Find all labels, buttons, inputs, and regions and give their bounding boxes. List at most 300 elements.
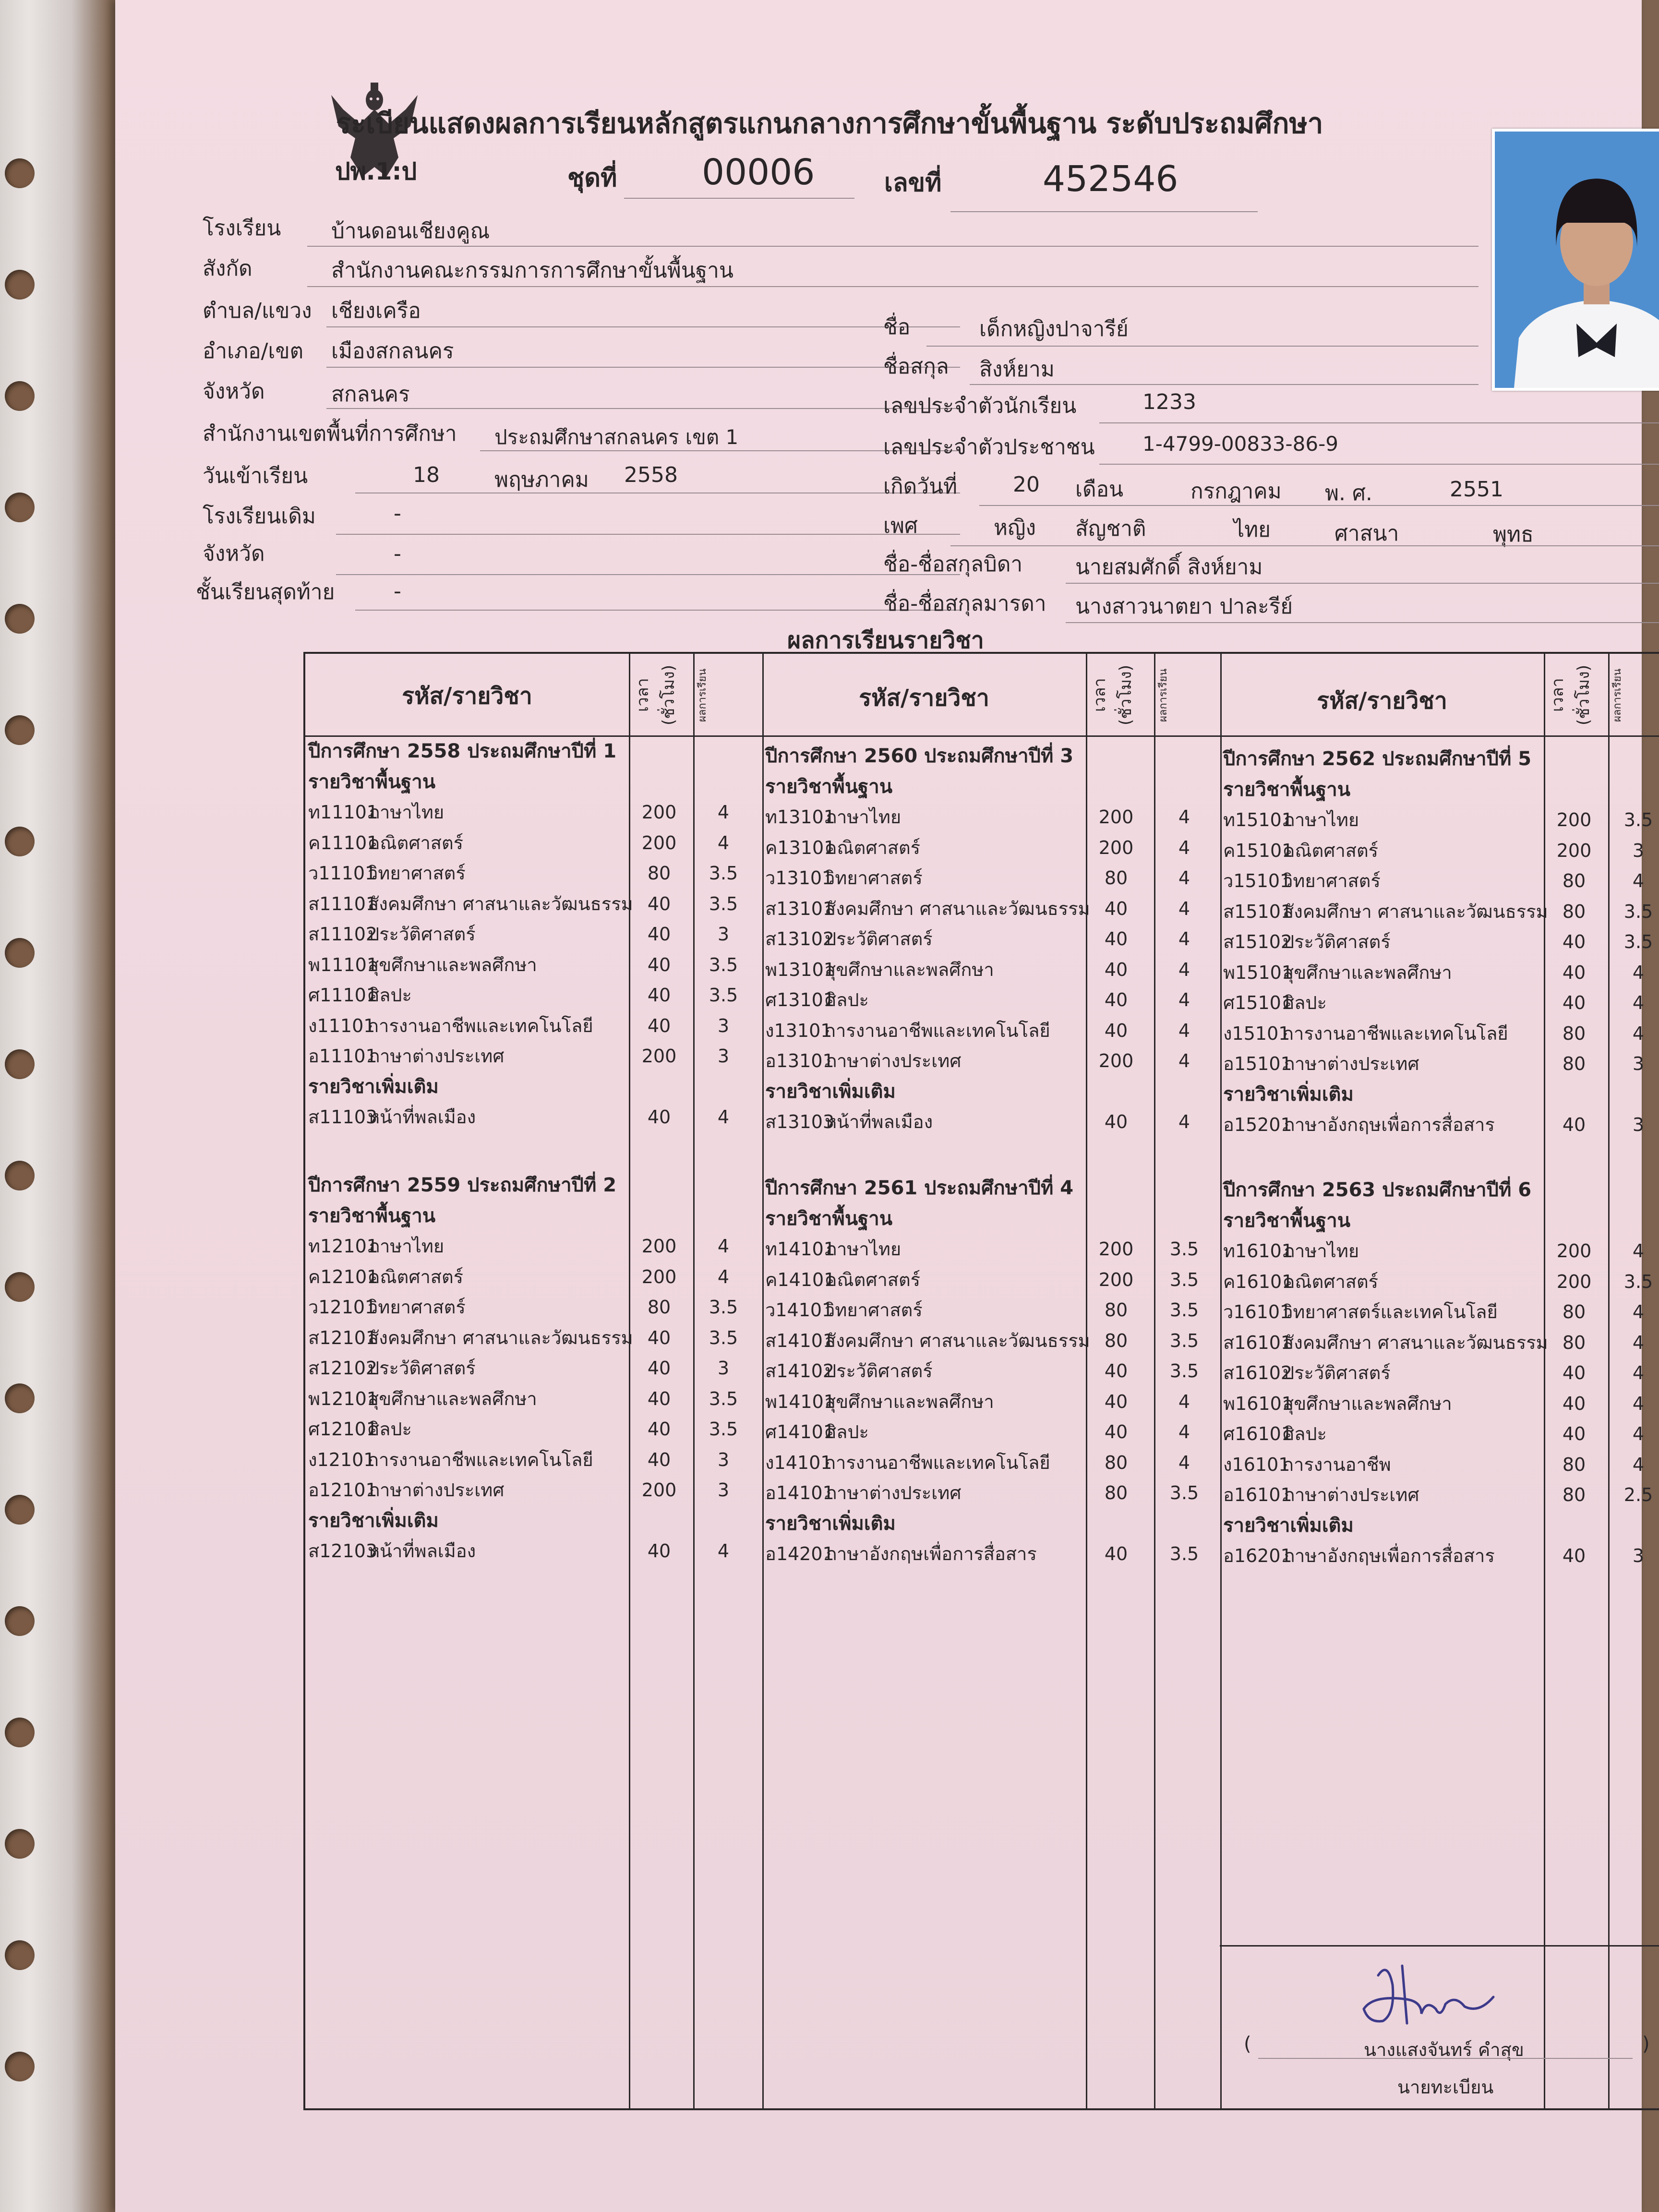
col-grade-1: ผลการเรียน [697, 668, 709, 722]
subject-grade: 3.5 [709, 1388, 738, 1409]
col-hours-2: เวลา (ชั่วโมง) [1090, 665, 1135, 725]
subject-code: ง12101 [308, 1449, 375, 1470]
binder-hole [5, 1718, 35, 1747]
subject-grade: 4 [1632, 1362, 1645, 1383]
table-row [1223, 1358, 1659, 1389]
birth-year-label: พ. ศ. [1325, 481, 1372, 505]
col-subject-1: รหัส/รายวิชา [402, 683, 532, 709]
subject-grade: 3.5 [1169, 1543, 1199, 1564]
subject-hours: 40 [1562, 1393, 1586, 1414]
subject-hours: 200 [1098, 1238, 1134, 1260]
document-number: 452546 [1043, 158, 1178, 200]
district-value: เมืองสกลนคร [331, 339, 454, 363]
year-heading: ปีการศึกษา 2563 ประถมศึกษาปีที่ 6 [1223, 1179, 1532, 1201]
subject-name: ภาษาไทย [825, 806, 902, 828]
binder-hole [5, 1049, 35, 1079]
table-row [1223, 1480, 1659, 1511]
student-name: เด็กหญิงปาจารีย์ [979, 317, 1129, 341]
subject-grade: 4 [1178, 1452, 1190, 1473]
subject-grade: 4 [1632, 962, 1645, 983]
affiliation-label: สังกัด [203, 256, 252, 281]
subject-grade: 4 [717, 1266, 730, 1287]
extra-subjects-label: รายวิชาเพิ่มเติม [308, 1509, 439, 1532]
subject-name: ประวัติศาสตร์ [1283, 931, 1391, 952]
subject-code: ค14101 [765, 1269, 836, 1290]
subject-grade: 3.5 [709, 1297, 738, 1318]
subject-hours: 200 [641, 1046, 677, 1067]
subject-code: ส16101 [1223, 1332, 1293, 1353]
subject-name: ภาษาต่างประเทศ [368, 1046, 505, 1067]
subject-grade: 3.5 [1169, 1269, 1199, 1290]
binder-hole [5, 1383, 35, 1413]
subject-grade: 3 [1632, 1053, 1645, 1074]
set-label: ชุดที่ [567, 164, 617, 192]
extra-subjects-label: รายวิชาเพิ่มเติม [765, 1512, 896, 1535]
subject-code: พ12101 [308, 1388, 378, 1409]
subject-code: ส13102 [765, 928, 835, 950]
subject-grade: 4 [1178, 1020, 1190, 1041]
subject-hours: 80 [1562, 1301, 1586, 1322]
subject-hours: 40 [647, 1015, 671, 1036]
enroll-date-label: วันเข้าเรียน [203, 464, 308, 488]
subject-name: ภาษาไทย [1283, 1240, 1359, 1262]
subject-name: ศิลปะ [1283, 992, 1327, 1013]
extra-subjects-label: รายวิชาเพิ่มเติม [765, 1080, 896, 1103]
religion-value: พุทธ [1493, 522, 1534, 547]
subject-grade: 3 [717, 1358, 730, 1379]
subject-name: ภาษาไทย [368, 802, 445, 823]
subject-hours: 80 [647, 1297, 671, 1318]
subject-code: ศ14101 [765, 1421, 835, 1443]
subject-hours: 80 [1562, 1332, 1586, 1353]
birth-day: 20 [1013, 472, 1040, 497]
subject-code: ง16101 [1223, 1454, 1290, 1475]
subject-grade: 3.5 [1623, 1271, 1653, 1292]
table-row [1223, 988, 1659, 1019]
subject-code: อ13101 [765, 1050, 834, 1071]
subject-name: สังคมศึกษา ศาสนาและวัฒนธรรม [825, 1330, 1090, 1351]
subject-grade: 3 [717, 924, 730, 945]
subject-hours: 200 [1098, 806, 1134, 828]
section-heading [1223, 1206, 1659, 1237]
subject-name: วิทยาศาสตร์ [368, 1297, 466, 1318]
table-row [1223, 1049, 1659, 1080]
binder-hole [5, 827, 35, 856]
subject-hours: 40 [1562, 1114, 1586, 1135]
subject-hours: 40 [1104, 989, 1128, 1010]
subject-name: ประวัติศาสตร์ [368, 1358, 476, 1379]
citizen-id-label: เลขประจำตัวประชาชน [883, 435, 1095, 459]
subject-code: ว16101 [1223, 1301, 1292, 1322]
subject-grade: 3 [1632, 1545, 1645, 1566]
grades-table [303, 652, 1659, 2110]
subject-grade: 3.5 [709, 1419, 738, 1440]
subject-name: การงานอาชีพและเทคโนโลยี [825, 1452, 1050, 1473]
core-subjects-label: รายวิชาพื้นฐาน [1223, 778, 1351, 801]
subject-hours: 80 [1562, 901, 1586, 922]
year-section [1223, 1175, 1659, 1572]
subject-hours: 80 [1562, 1022, 1586, 1044]
subject-hours: 40 [1562, 931, 1586, 952]
subject-hours: 40 [647, 1358, 671, 1379]
table-row [1223, 1267, 1659, 1298]
subject-code: ท11101 [308, 802, 378, 823]
subject-code: ส16102 [1223, 1362, 1293, 1383]
registrar-signature-icon [1349, 1956, 1508, 2028]
binder-hole [5, 1829, 35, 1859]
subject-code: ว12101 [308, 1297, 377, 1318]
document-title: ระเบียนแสดงผลการเรียนหลักสูตรแกนกลางการศึกษาขั้นพื้นฐาน ระดับประถมศึกษา [336, 107, 1323, 140]
subject-name: ประวัติศาสตร์ [825, 1360, 933, 1382]
subject-grade: 4 [1632, 1301, 1645, 1322]
subject-grade: 4 [717, 802, 730, 823]
section-heading [1223, 1080, 1659, 1110]
subject-name: ภาษาต่างประเทศ [825, 1050, 962, 1071]
subject-name: การงานอาชีพและเทคโนโลยี [1283, 1022, 1508, 1044]
nationality-value: ไทย [1234, 517, 1271, 542]
subject-code: อ11101 [308, 1046, 377, 1067]
subject-grade: 4 [1632, 992, 1645, 1013]
subject-grade: 3.5 [1623, 809, 1653, 830]
enroll-month: พฤษภาคม [494, 468, 589, 492]
subject-code: ค12101 [308, 1266, 379, 1287]
subject-code: พ11101 [308, 954, 378, 975]
subject-grade: 4 [1178, 898, 1190, 919]
subject-code: ส12101 [308, 1327, 378, 1348]
subdistrict-value: เชียงเครือ [331, 299, 421, 323]
subject-name: การงานอาชีพและเทคโนโลยี [368, 1449, 593, 1470]
subject-grade: 2.5 [1623, 1484, 1653, 1505]
subject-grade: 4 [1178, 1391, 1190, 1412]
table-row [1223, 897, 1659, 927]
subject-grade: 4 [1178, 959, 1190, 980]
father-name: นายสมศักดิ์ สิงห์ยาม [1075, 555, 1263, 579]
subject-grade: 3.5 [709, 863, 738, 884]
binder-hole [5, 493, 35, 522]
subject-hours: 200 [641, 1479, 677, 1501]
section-heading [1223, 744, 1659, 775]
subject-hours: 200 [1556, 809, 1592, 830]
subject-grade: 4 [1632, 1454, 1645, 1475]
subject-hours: 40 [1104, 1543, 1128, 1564]
binder-hole [5, 381, 35, 411]
subject-hours: 80 [1104, 1452, 1128, 1473]
subject-name: สังคมศึกษา ศาสนาและวัฒนธรรม [1283, 1332, 1548, 1353]
subject-name: ศิลปะ [825, 1421, 869, 1443]
subject-grade: 4 [1178, 1111, 1190, 1132]
subject-grade: 3.5 [709, 1327, 738, 1348]
binder-hole [5, 1606, 35, 1636]
subject-name: สุขศึกษาและพลศึกษา [825, 1391, 994, 1412]
subject-name: ประวัติศาสตร์ [368, 924, 476, 945]
subject-grade: 4 [717, 832, 730, 854]
binder-hole [5, 158, 35, 188]
subject-code: พ15101 [1223, 962, 1293, 983]
subject-code: ว13101 [765, 867, 834, 889]
subject-grade: 4 [1632, 1022, 1645, 1044]
subject-name: สุขศึกษาและพลศึกษา [368, 954, 537, 975]
subject-grade: 4 [1632, 1393, 1645, 1414]
table-row [1223, 1236, 1659, 1267]
subject-hours: 80 [647, 863, 671, 884]
subject-code: ส12103 [308, 1540, 378, 1562]
subject-code: ส11103 [308, 1106, 378, 1128]
table-row [1223, 836, 1659, 866]
extra-subjects-label: รายวิชาเพิ่มเติม [308, 1075, 439, 1098]
subject-name: สังคมศึกษา ศาสนาและวัฒนธรรม [1283, 901, 1548, 922]
year-heading: ปีการศึกษา 2559 ประถมศึกษาปีที่ 2 [308, 1174, 617, 1196]
subject-name: ภาษาต่างประเทศ [1283, 1484, 1419, 1505]
subject-hours: 40 [647, 1388, 671, 1409]
subject-code: พ13101 [765, 959, 835, 980]
section-heading [1223, 1511, 1659, 1541]
subject-grade: 4 [1178, 867, 1190, 889]
subject-hours: 40 [647, 893, 671, 914]
subject-hours: 40 [647, 954, 671, 975]
subject-grade: 4 [1178, 928, 1190, 950]
core-subjects-label: รายวิชาพื้นฐาน [308, 770, 436, 793]
subject-name: คณิตศาสตร์ [825, 837, 921, 858]
sex-value: หญิง [994, 516, 1036, 540]
subject-hours: 40 [1562, 1362, 1586, 1383]
subject-hours: 200 [1556, 1240, 1592, 1262]
subject-grade: 4 [1178, 806, 1190, 828]
core-subjects-label: รายวิชาพื้นฐาน [765, 1207, 893, 1230]
subject-code: ว15101 [1223, 870, 1292, 891]
subject-code: ส15101 [1223, 901, 1293, 922]
subject-hours: 40 [647, 1419, 671, 1440]
extra-subjects-label: รายวิชาเพิ่มเติม [1223, 1083, 1354, 1106]
subject-grade: 3.5 [1169, 1299, 1199, 1321]
section-heading [1223, 775, 1659, 805]
subject-grade: 3 [1632, 1114, 1645, 1135]
previous-school-value: - [394, 501, 401, 526]
district-label: อำเภอ/เขต [203, 339, 304, 363]
subject-name: วิทยาศาสตร์ [825, 1299, 923, 1321]
birth-year: 2551 [1450, 477, 1503, 502]
previous-school-label: โรงเรียนเดิม [203, 504, 316, 529]
religion-label: ศาสนา [1334, 521, 1399, 546]
subject-code: ค11101 [308, 832, 379, 854]
subject-name: คณิตศาสตร์ [1283, 840, 1379, 861]
subject-name: วิทยาศาสตร์ [1283, 870, 1381, 891]
subject-grade: 3.5 [1623, 931, 1653, 952]
subject-hours: 40 [1562, 1423, 1586, 1444]
subject-code: พ16101 [1223, 1393, 1293, 1414]
col-hours-3: เวลา (ชั่วโมง) [1548, 665, 1593, 725]
last-grade-value: - [394, 579, 401, 603]
subject-grade: 4 [1632, 1332, 1645, 1353]
subject-code: ค16101 [1223, 1271, 1294, 1292]
subject-code: ง11101 [308, 1015, 375, 1036]
table-row [1223, 927, 1659, 958]
birth-day-label: เกิดวันที่ [883, 474, 958, 499]
last-grade-label: ชั้นเรียนสุดท้าย [196, 580, 335, 604]
binder-hole [5, 270, 35, 300]
subject-name: สังคมศึกษา ศาสนาและวัฒนธรรม [825, 898, 1090, 919]
citizen-id: 1-4799-00833-86-9 [1142, 432, 1339, 456]
enroll-day: 18 [413, 463, 440, 487]
subject-code: ท14101 [765, 1238, 835, 1260]
subject-grade: 4 [1178, 837, 1190, 858]
subject-hours: 200 [641, 1266, 677, 1287]
subject-code: พ14101 [765, 1391, 835, 1412]
subject-hours: 80 [1562, 1454, 1586, 1475]
subject-grade: 3.5 [709, 985, 738, 1006]
previous-province-value: - [394, 541, 401, 566]
subject-hours: 40 [1104, 959, 1128, 980]
subject-hours: 40 [647, 924, 671, 945]
birth-month-label: เดือน [1075, 477, 1124, 502]
student-surname: สิงห์ยาม [979, 357, 1055, 382]
table-row [1223, 1019, 1659, 1049]
subject-code: ส14101 [765, 1330, 835, 1351]
subject-name: สุขศึกษาและพลศึกษา [825, 959, 994, 980]
registrar-position: นายทะเบียน [1397, 2077, 1494, 2098]
subject-hours: 80 [1104, 1299, 1128, 1321]
signature-box [1220, 1945, 1659, 2110]
subject-hours: 40 [1104, 1421, 1128, 1443]
subject-hours: 200 [1556, 1271, 1592, 1292]
subject-name: ภาษาอังกฤษเพื่อการสื่อสาร [1283, 1545, 1495, 1566]
col-hours-1: เวลา (ชั่วโมง) [633, 665, 678, 725]
table-row [1223, 1419, 1659, 1450]
subject-name: ภาษาต่างประเทศ [825, 1482, 962, 1503]
subject-code: ส11101 [308, 893, 378, 914]
student-id: 1233 [1142, 390, 1196, 414]
subject-name: ภาษาไทย [1283, 809, 1359, 830]
table-row [1223, 1328, 1659, 1358]
student-photo [1492, 129, 1659, 391]
sex-label: เพศ [883, 514, 918, 538]
table-row [1223, 1450, 1659, 1480]
binder-hole [5, 1161, 35, 1190]
subject-hours: 40 [647, 1106, 671, 1128]
subject-hours: 40 [647, 1327, 671, 1348]
subject-name: ภาษาต่างประเทศ [1283, 1053, 1419, 1074]
subject-hours: 40 [1104, 928, 1128, 950]
table-row [1223, 1110, 1659, 1141]
set-number: 00006 [702, 152, 815, 193]
subject-name: วิทยาศาสตร์ [825, 867, 923, 889]
subject-code: ศ11101 [308, 985, 378, 1006]
subject-name: สังคมศึกษา ศาสนาและวัฒนธรรม [368, 893, 633, 914]
subject-hours: 200 [641, 1236, 677, 1257]
father-label: ชื่อ-ชื่อสกุลบิดา [883, 552, 1023, 577]
subject-grade: 4 [1632, 870, 1645, 891]
subject-code: ส14102 [765, 1360, 835, 1382]
subject-hours: 200 [1098, 1269, 1134, 1290]
mother-label: ชื่อ-ชื่อสกุลมารดา [883, 591, 1046, 616]
birth-month: กรกฎาคม [1190, 479, 1282, 504]
subject-name: ภาษาไทย [368, 1236, 445, 1257]
col-grade-3: ผลการเรียน [1611, 668, 1623, 722]
subject-name: สุขศึกษาและพลศึกษา [368, 1388, 537, 1409]
subject-code: ท15101 [1223, 809, 1293, 830]
subject-grade: 4 [1178, 989, 1190, 1010]
binder-hole [5, 715, 35, 745]
registrar-name: นางแสงจันทร์ คำสุข [1364, 2039, 1524, 2060]
subject-grade: 3.5 [1169, 1238, 1199, 1260]
subject-name: ศิลปะ [368, 1419, 412, 1440]
subject-name: ศิลปะ [368, 985, 412, 1006]
subject-name: คณิตศาสตร์ [368, 1266, 464, 1287]
subject-hours: 200 [1556, 840, 1592, 861]
subject-hours: 40 [1562, 962, 1586, 983]
subject-hours: 40 [647, 985, 671, 1006]
subject-name: หน้าที่พลเมือง [368, 1540, 476, 1562]
year-heading: ปีการศึกษา 2561 ประถมศึกษาปีที่ 4 [765, 1177, 1074, 1199]
subject-code: อ16201 [1223, 1545, 1292, 1566]
table-row [1223, 1389, 1659, 1419]
subject-code: ท12101 [308, 1236, 378, 1257]
education-area-value: ประถมศึกษาสกลนคร เขต 1 [494, 425, 739, 449]
subject-code: ว11101 [308, 863, 377, 884]
subject-grade: 3.5 [709, 893, 738, 914]
school-label: โรงเรียน [203, 216, 281, 240]
extra-subjects-label: รายวิชาเพิ่มเติม [1223, 1514, 1354, 1537]
subject-hours: 40 [1562, 992, 1586, 1013]
subject-name: คณิตศาสตร์ [825, 1269, 921, 1290]
subject-hours: 40 [1562, 1545, 1586, 1566]
subject-code: ว14101 [765, 1299, 834, 1321]
subject-grade: 4 [1632, 1240, 1645, 1262]
subject-grade: 3 [717, 1479, 730, 1501]
subject-code: อ14201 [765, 1543, 834, 1564]
subject-hours: 80 [1562, 870, 1586, 891]
subject-code: ง13101 [765, 1020, 832, 1041]
subject-hours: 40 [1104, 1360, 1128, 1382]
subject-code: ค15101 [1223, 840, 1294, 861]
subject-grade: 3 [1632, 840, 1645, 861]
subject-name: ศิลปะ [1283, 1423, 1327, 1444]
subject-name: สุขศึกษาและพลศึกษา [1283, 1393, 1452, 1414]
year-section [1223, 744, 1659, 1141]
subject-code: ศ15101 [1223, 992, 1293, 1013]
subject-code: ส13103 [765, 1111, 835, 1132]
subject-hours: 200 [1098, 1050, 1134, 1071]
subject-name: ศิลปะ [825, 989, 869, 1010]
subject-name: ภาษาไทย [825, 1238, 902, 1260]
form-code: ปพ.1:ป [335, 157, 417, 185]
subdistrict-label: ตำบล/แขวง [203, 299, 312, 323]
subject-grade: 3.5 [1169, 1482, 1199, 1503]
mother-name: นางสาวนาตยา ปาละรีย์ [1075, 594, 1293, 619]
subject-hours: 80 [1562, 1053, 1586, 1074]
binder-hole [5, 604, 35, 634]
subject-name: หน้าที่พลเมือง [368, 1106, 476, 1128]
subject-grade: 4 [1178, 1421, 1190, 1443]
core-subjects-label: รายวิชาพื้นฐาน [308, 1204, 436, 1227]
subject-name: วิทยาศาสตร์ [368, 863, 466, 884]
subject-name: ประวัติศาสตร์ [825, 928, 933, 950]
subject-grade: 3 [717, 1015, 730, 1036]
subject-hours: 80 [1562, 1484, 1586, 1505]
subject-grade: 4 [717, 1540, 730, 1562]
subject-grade: 3.5 [1169, 1330, 1199, 1351]
binder-hole [5, 1272, 35, 1302]
subject-name: ภาษาต่างประเทศ [368, 1479, 505, 1501]
subject-grade: 3.5 [1623, 901, 1653, 922]
subject-code: ง14101 [765, 1452, 832, 1473]
subject-code: ส13101 [765, 898, 835, 919]
subject-hours: 80 [1104, 867, 1128, 889]
binder-holes [5, 158, 38, 2175]
province-label: จังหวัด [203, 379, 265, 404]
year-heading: ปีการศึกษา 2558 ประถมศึกษาปีที่ 1 [308, 740, 617, 762]
subject-grade: 4 [717, 1236, 730, 1257]
student-id-label: เลขประจำตัวนักเรียน [883, 394, 1077, 418]
